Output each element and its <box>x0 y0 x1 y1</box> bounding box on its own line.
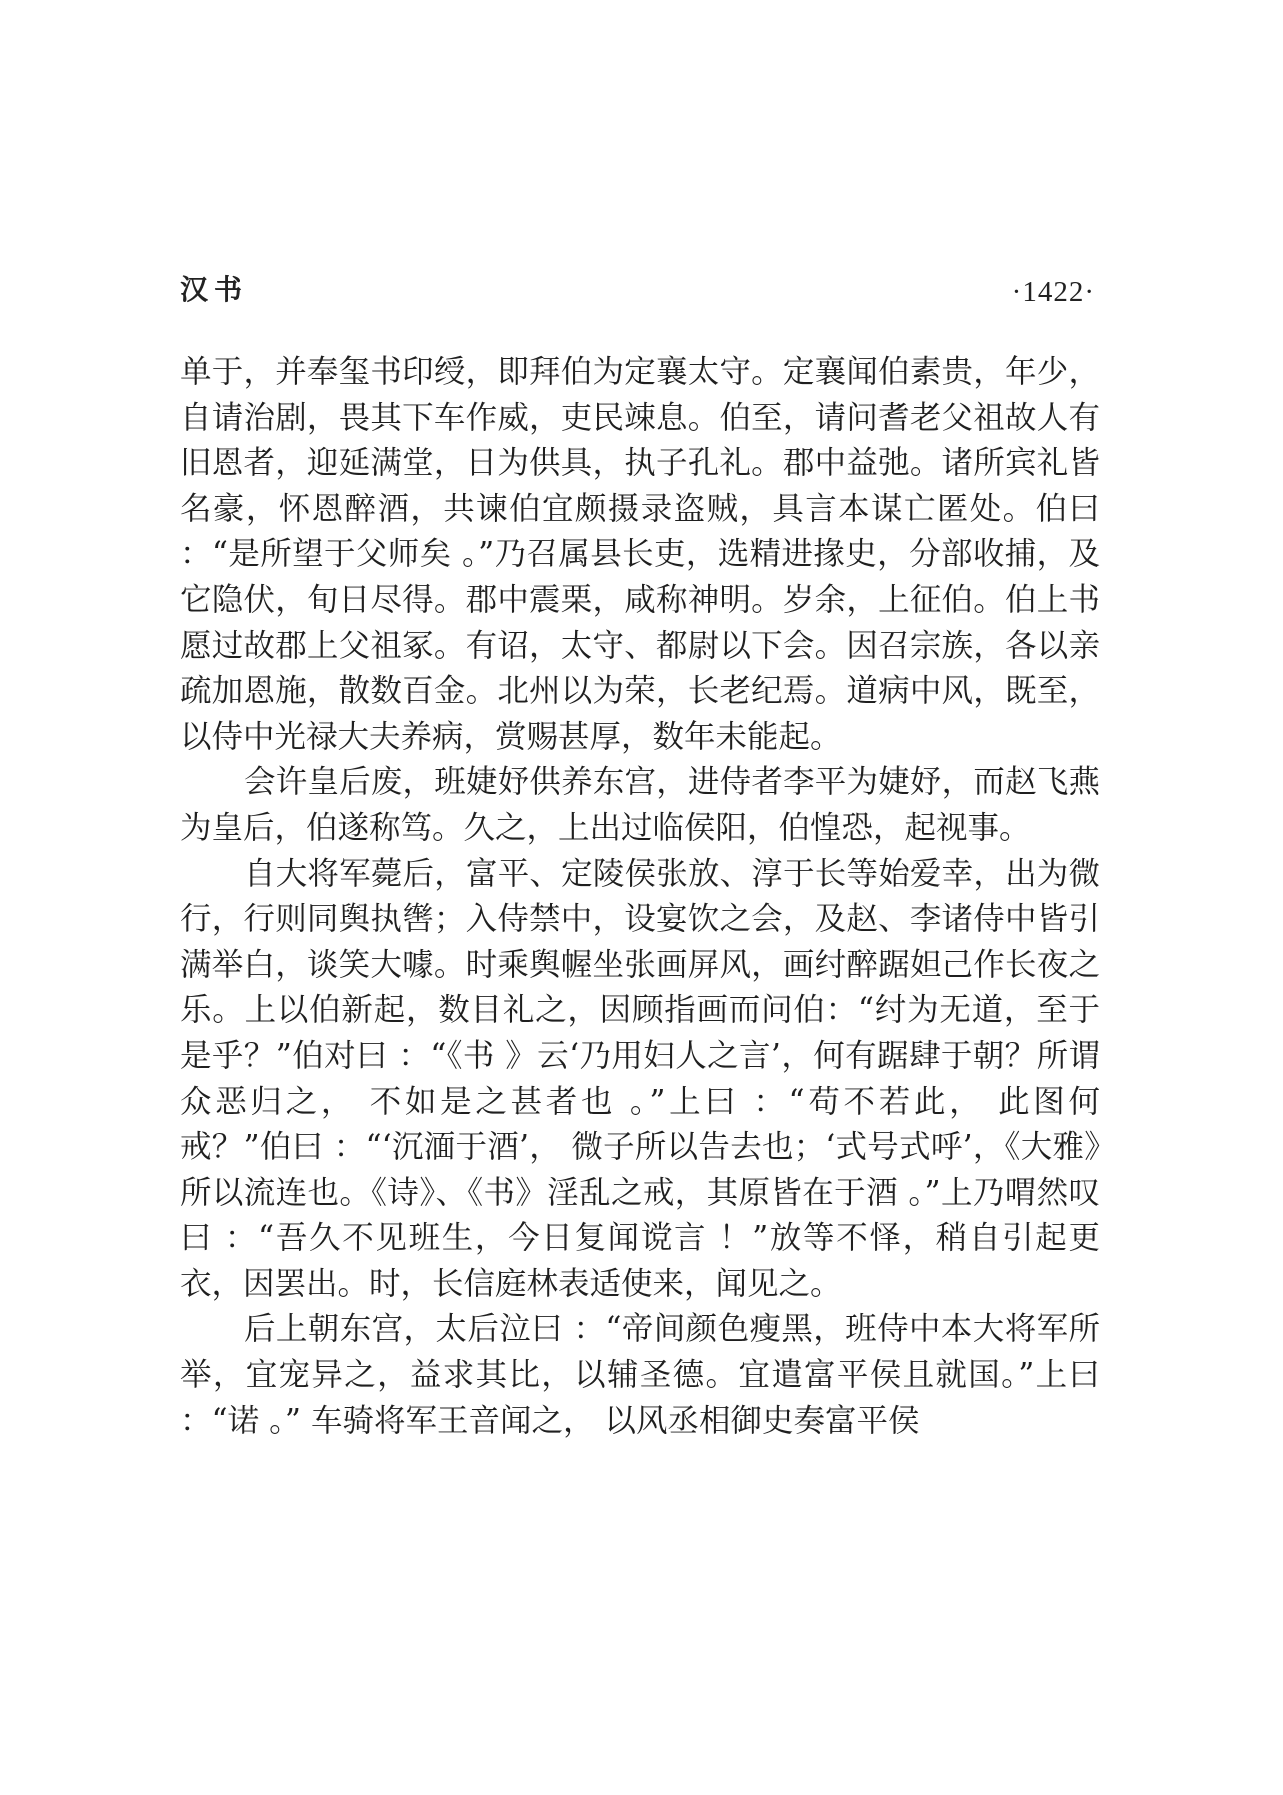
running-head-book-title: 汉书 <box>180 273 249 306</box>
paragraph-continuation: 单于，并奉玺书印绶，即拜伯为定襄太守。定襄闻伯素贵，年少，自请治剧，畏其下车作威，吏民竦息。伯至，请问耆老父祖故人有旧恩者，迎延满堂，日为供具，执子孔礼。郡中益弛。诸所宾礼皆名豪，怀恩醉酒，共谏伯宜颇摄录盗贼，具言本谋亡匿处。伯曰 ：“是所望于父师矣 。”乃召属县长吏，选精进掾史，分部收捕，及它隐伏，旬日尽得。郡中震栗，咸称神明。岁余，上征伯。伯上书愿过故郡上父祖冢。有诏，太守、都尉以下会。因召宗族，各以亲疏加恩施，散数百金。北州以为荣，长老纪焉。道病中风，既至，以侍中光禄大夫养病，赏赐甚厚，数年未能起。 <box>180 354 1100 755</box>
paragraph: 自大将军薨后，富平、定陵侯张放、淳于长等始爱幸，出为微行，行则同舆执辔；入侍禁中，设宴饮之会，及赵、李诸侍中皆引满举白，谈笑大噱。时乘舆幄坐张画屏风，画纣醉踞妲己作长夜之乐。上以伯新起，数目礼之，因顾指画而问伯：“纣为无道，至于是乎？”伯对曰 ：“《书 》云‘乃用妇人之言’，何有踞肆于朝？所谓众恶归之， 不如是之甚者也 。”上曰 ：“苟不若此， 此图何戒？”伯曰 ：“‘沉湎于酒’， 微子所以告去也；‘式号式呼’，《大雅》所以流连也。《诗》、《书》淫乱之戒，其原皆在于酒 。”上乃喟然叹曰 ：“吾久不见班生，今日复闻谠言 ！”放等不怿，稍自引起更衣，因罢出。时，长信庭林表适使来，闻见之。 <box>180 855 1100 1302</box>
paragraph: 会许皇后废，班婕妤供养东宫，进侍者李平为婕妤，而赵飞燕为皇后，伯遂称笃。久之，上出过临侯阳，伯惶恐，起视事。 <box>180 764 1100 846</box>
page-number: ·1422· <box>1011 276 1095 308</box>
main-text <box>180 350 1100 1444</box>
paragraph: 后上朝东宫，太后泣曰 ：“帝间颜色瘦黑，班侍中本大将军所举，宜宠异之，益求其比，以辅圣德。宜遣富平侯且就国。”上曰 ：“诺 。” 车骑将军王音闻之， 以风丞相御史奏富平侯 <box>180 1311 1100 1439</box>
